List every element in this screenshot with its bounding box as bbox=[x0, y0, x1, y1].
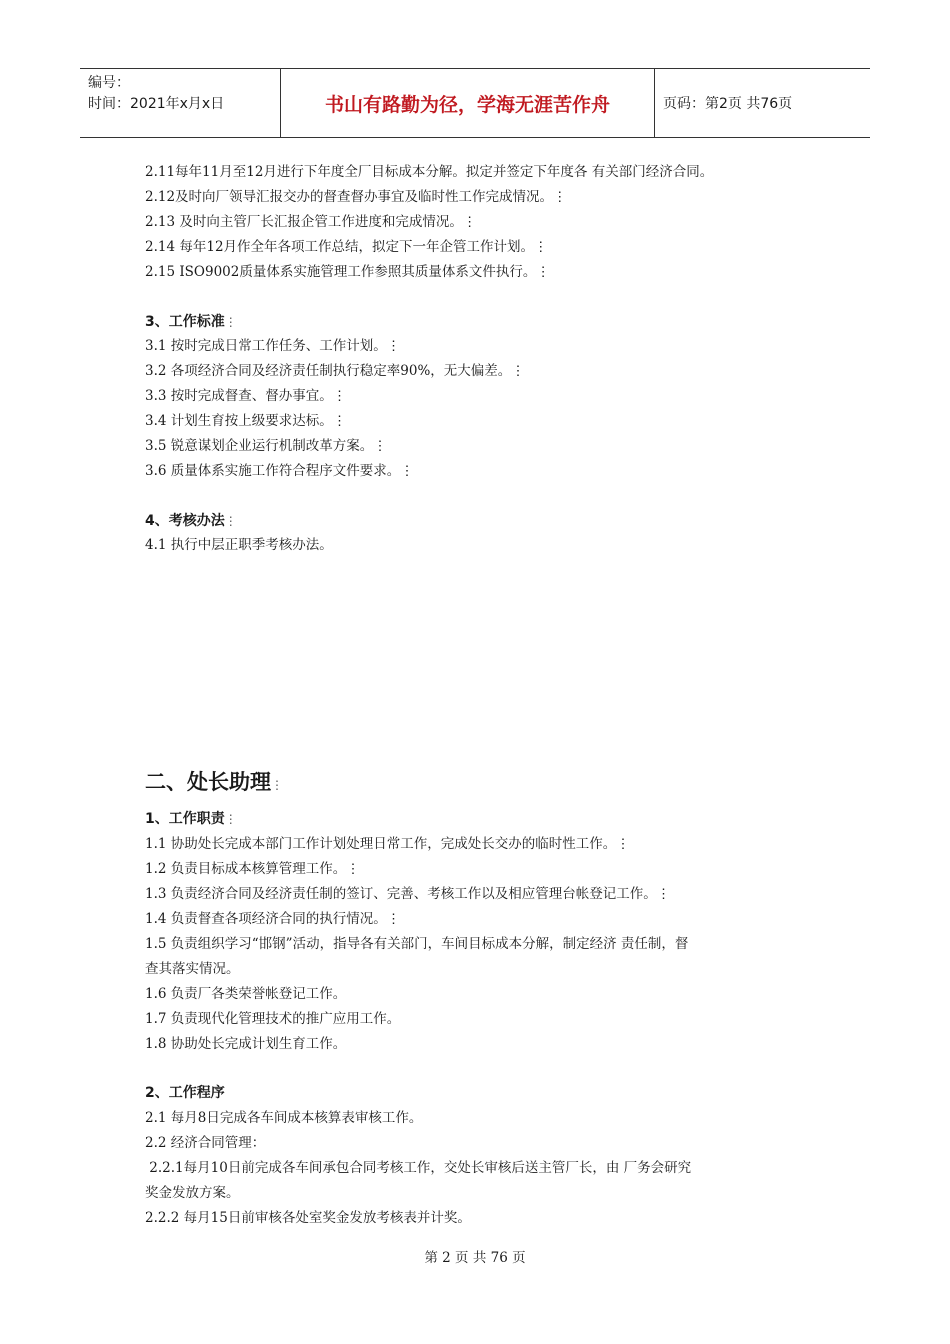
list-item: 2.15 ISO9002质量体系实施管理工作参照其质量体系文件执行。⋮ bbox=[145, 264, 550, 280]
list-item: 1.8 协助处长完成计划生育工作。 bbox=[145, 1036, 347, 1052]
list-item: 3.1 按时完成日常工作任务、工作计划。⋮ bbox=[145, 338, 401, 354]
section-heading: 2、工作程序 bbox=[145, 1085, 225, 1101]
list-item: 2.11每年11月至12月进行下年度全厂目标成本分解。拟定并签定下年度各 有关部门经济合同。 bbox=[145, 164, 714, 180]
list-item: 1.4 负责督查各项经济合同的执行情况。⋮ bbox=[145, 911, 401, 927]
list-item: 3.5 锐意谋划企业运行机制改革方案。⋮ bbox=[145, 438, 387, 454]
list-item: 3.4 计划生育按上级要求达标。⋮ bbox=[145, 413, 347, 429]
list-item: 2.12及时向厂领导汇报交办的督查督办事宜及临时性工作完成情况。⋮ bbox=[145, 189, 567, 205]
page-header bbox=[80, 68, 870, 138]
header-page-number: 页码：第2页 共76页 bbox=[663, 96, 793, 112]
document-number: 编号： bbox=[88, 75, 130, 91]
list-item: 1.2 负责目标成本核算管理工作。⋮ bbox=[145, 861, 360, 877]
list-item: 2.1 每月8日完成各车间成本核算表审核工作。 bbox=[145, 1110, 423, 1126]
chapter-title: 二、处长助理⋮ bbox=[145, 770, 283, 794]
section-heading: 1、工作职责⋮ bbox=[145, 811, 237, 827]
list-item: 3.6 质量体系实施工作符合程序文件要求。⋮ bbox=[145, 463, 414, 479]
list-item: 1.5 负责组织学习“邯钢”活动，指导各有关部门，车间目标成本分解，制定经济 责任制，督 bbox=[145, 936, 689, 952]
list-item: 2.2 经济合同管理： bbox=[145, 1135, 266, 1151]
section-heading: 3、工作标准⋮ bbox=[145, 314, 237, 330]
list-item: 3.2 各项经济合同及经济责任制执行稳定率90%，无大偏差。⋮ bbox=[145, 363, 525, 379]
list-item: 1.6 负责厂各类荣誉帐登记工作。 bbox=[145, 986, 347, 1002]
list-item: 2.2.1每月10日前完成各车间承包合同考核工作，交处长审核后送主管厂长，由 厂务会研究 bbox=[145, 1160, 692, 1176]
list-item: 1.3 负责经济合同及经济责任制的签订、完善、考核工作以及相应管理台帐登记工作。⋮ bbox=[145, 886, 671, 902]
list-item: 4.1 执行中层正职季考核办法。 bbox=[145, 537, 333, 553]
list-item: 1.1 协助处长完成本部门工作计划处理日常工作，完成处长交办的临时性工作。⋮ bbox=[145, 836, 630, 852]
list-item: 2.14 每年12月作全年各项工作总结，拟定下一年企管工作计划。⋮ bbox=[145, 239, 548, 255]
list-item: 2.2.2 每月15日前审核各处室奖金发放考核表并计奖。 bbox=[145, 1210, 471, 1226]
list-item: 3.3 按时完成督查、督办事宜。⋮ bbox=[145, 388, 347, 404]
page-footer: 第 2 页 共 76 页 bbox=[424, 1250, 526, 1266]
section-heading: 4、考核办法⋮ bbox=[145, 513, 237, 529]
document-date: 时间：2021年x月x日 bbox=[88, 96, 225, 112]
list-item-continued: 奖金发放方案。 bbox=[145, 1185, 240, 1201]
list-item: 2.13 及时向主管厂长汇报企管工作进度和完成情况。⋮ bbox=[145, 214, 477, 230]
header-meta bbox=[80, 69, 281, 137]
header-motto: 书山有路勤为径，学海无涯苦作舟 bbox=[281, 69, 655, 137]
list-item-continued: 查其落实情况。 bbox=[145, 961, 240, 977]
list-item: 1.7 负责现代化管理技术的推广应用工作。 bbox=[145, 1011, 401, 1027]
